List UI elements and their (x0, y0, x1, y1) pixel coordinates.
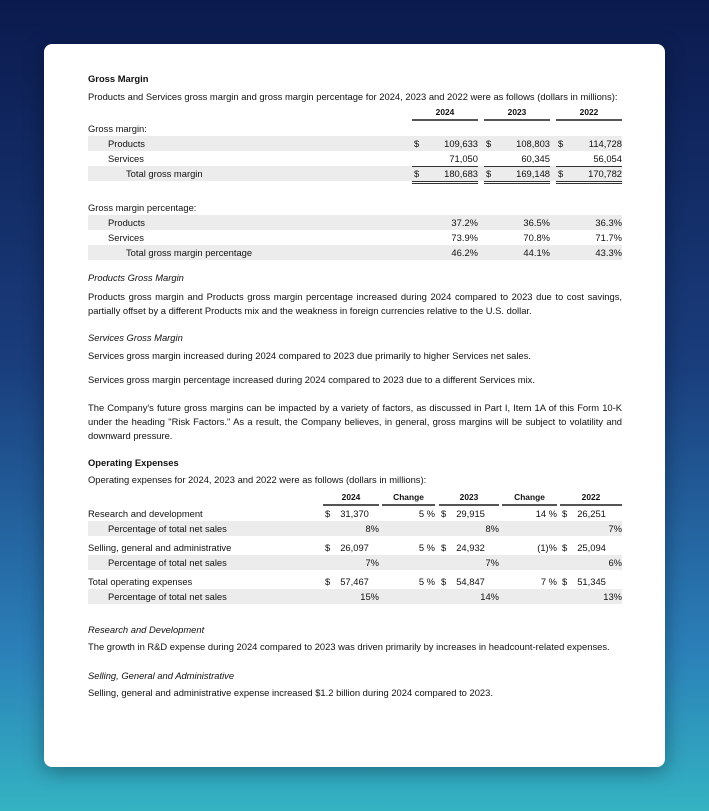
value: 51,345 (577, 576, 606, 587)
value: 26,251 (577, 508, 606, 519)
row-label: Total operating expenses (88, 576, 193, 587)
value-cell (560, 574, 622, 589)
value: 44.1% (523, 247, 550, 258)
value-cell (484, 136, 550, 151)
products-gm-heading: Products Gross Margin (88, 272, 184, 283)
row-label: Percentage of total net sales (108, 557, 227, 568)
value-cell (556, 151, 622, 167)
pct-value: 14% (480, 591, 499, 602)
change-value: 5 % (418, 542, 435, 553)
dollar-sign: $ (414, 168, 420, 179)
table-row (88, 215, 622, 230)
gross-margin-heading: Gross Margin (88, 73, 149, 84)
pct-value: 7% (485, 557, 499, 568)
gross-margin-intro: Products and Services gross margin and gross margin percentage for 2024, 2023 and 2022 were as follows (dollars in millions): (88, 91, 618, 102)
table-row (88, 589, 622, 604)
table-row (88, 151, 622, 166)
value-cell (412, 136, 478, 151)
value: 114,728 (588, 138, 622, 149)
value: 24,932 (456, 542, 485, 553)
spacer (88, 106, 412, 121)
value-cell (323, 540, 379, 555)
year-header: 2024 (323, 491, 379, 506)
pct-value: 8% (365, 523, 379, 534)
change-value: 7 % (540, 576, 557, 587)
table-row (88, 136, 622, 151)
value: 25,094 (577, 542, 606, 553)
dollar-sign: $ (558, 138, 564, 149)
rd-text: The growth in R&D expense during 2024 compared to 2023 was driven primarily by increases in headcount-related expenses. (88, 641, 610, 652)
dollar-sign: $ (441, 508, 447, 519)
future-gm-text: The Company's future gross margins can be impacted by a variety of factors, as discussed in Part I, Item 1A of this Form 10-K under the heading "Risk Factors." As a result, the Company believes, in general, gross margins will be subject to volatility and downward pressure. (88, 402, 622, 441)
empty (382, 589, 435, 604)
year-header: 2023 (439, 491, 499, 506)
value: 36.3% (595, 217, 622, 228)
table-row (88, 200, 622, 215)
value: 180,683 (444, 168, 478, 179)
table-row (88, 230, 622, 245)
value: 26,097 (340, 542, 369, 553)
value: 46.2% (451, 247, 478, 258)
value-cell (412, 151, 478, 167)
value-cell (484, 166, 550, 184)
year-header: 2023 (484, 106, 550, 121)
row-label: Research and development (88, 508, 203, 519)
table-row (88, 106, 622, 121)
row-label: Products (108, 138, 145, 149)
gross-margin-table (88, 106, 622, 260)
value-cell (439, 574, 499, 589)
value-cell (412, 166, 478, 184)
table-row (88, 245, 622, 260)
change-header: Change (382, 491, 435, 506)
value-cell (556, 166, 622, 184)
value: 70.8% (523, 232, 550, 243)
empty (382, 555, 435, 570)
value: 73.9% (451, 232, 478, 243)
empty (502, 521, 557, 536)
row-label: Total gross margin percentage (126, 247, 253, 258)
change-value: 14 % (535, 508, 557, 519)
row-label: Selling, general and administrative (88, 542, 232, 553)
value: 60,345 (521, 153, 550, 164)
change-value: (1)% (537, 542, 557, 553)
value: 108,803 (516, 138, 550, 149)
table-row (88, 555, 622, 570)
table-row (88, 506, 622, 521)
row-label: Products (108, 217, 145, 228)
table-row (88, 491, 622, 506)
services-gm-heading: Services Gross Margin (88, 332, 183, 343)
sga-text: Selling, general and administrative expense increased $1.2 billion during 2024 compared to 2023. (88, 687, 493, 698)
value-cell (560, 506, 622, 521)
pct-value: 13% (603, 591, 622, 602)
value: 36.5% (523, 217, 550, 228)
dollar-sign: $ (441, 576, 447, 587)
pct-value: 7% (365, 557, 379, 568)
empty (502, 589, 557, 604)
value-cell (323, 574, 379, 589)
dollar-sign: $ (558, 168, 564, 179)
opex-intro: Operating expenses for 2024, 2023 and 2022 were as follows (dollars in millions): (88, 474, 427, 485)
table-row (88, 574, 622, 589)
pct-value: 6% (608, 557, 622, 568)
value: 109,633 (444, 138, 478, 149)
value: 54,847 (456, 576, 485, 587)
dollar-sign: $ (562, 576, 568, 587)
value: 169,148 (516, 168, 550, 179)
value-cell (323, 506, 379, 521)
change-value: 5 % (418, 576, 435, 587)
value: 43.3% (595, 247, 622, 258)
change-value: 5 % (418, 508, 435, 519)
value: 57,467 (340, 576, 369, 587)
dollar-sign: $ (562, 542, 568, 553)
row-label: Percentage of total net sales (108, 523, 227, 534)
dollar-sign: $ (414, 138, 420, 149)
services-gm-text1: Services gross margin increased during 2024 compared to 2023 due primarily to higher Services net sales. (88, 350, 531, 361)
opex-table (88, 491, 622, 604)
table-row (88, 166, 622, 181)
value-cell (439, 506, 499, 521)
pct-value: 15% (360, 591, 379, 602)
year-header: 2022 (556, 106, 622, 121)
dollar-sign: $ (486, 168, 492, 179)
empty (382, 521, 435, 536)
rd-heading: Research and Development (88, 624, 205, 635)
dollar-sign: $ (325, 508, 331, 519)
value: 71,050 (449, 153, 478, 164)
value-cell (556, 136, 622, 151)
section-label: Gross margin: (88, 123, 147, 134)
value-cell (560, 540, 622, 555)
dollar-sign: $ (325, 542, 331, 553)
pct-value: 8% (485, 523, 499, 534)
row-label: Percentage of total net sales (108, 591, 227, 602)
dollar-sign: $ (486, 138, 492, 149)
value: 170,782 (588, 168, 622, 179)
row-label: Services (108, 232, 144, 243)
value-cell (484, 151, 550, 167)
dollar-sign: $ (325, 576, 331, 587)
products-gm-text: Products gross margin and Products gross margin percentage increased during 2024 compared to 2023 due to cost savings, partially offset by a different Products mix and the weakness in foreign currencies relative to the U.S. dollar. (88, 291, 622, 316)
value-cell (439, 540, 499, 555)
section-label: Gross margin percentage: (88, 202, 197, 213)
row-label: Total gross margin (126, 168, 203, 179)
year-header: 2022 (560, 491, 622, 506)
value: 71.7% (595, 232, 622, 243)
empty (502, 555, 557, 570)
year-header: 2024 (412, 106, 478, 121)
table-row (88, 540, 622, 555)
services-gm-text2: Services gross margin percentage increased during 2024 compared to 2023 due to a different Services mix. (88, 374, 535, 385)
row-label: Services (108, 153, 144, 164)
value: 37.2% (451, 217, 478, 228)
change-header: Change (502, 491, 557, 506)
value: 31,370 (340, 508, 369, 519)
sga-heading: Selling, General and Administrative (88, 670, 235, 681)
opex-heading: Operating Expenses (88, 457, 179, 468)
pct-value: 7% (608, 523, 622, 534)
value: 29,915 (456, 508, 485, 519)
dollar-sign: $ (562, 508, 568, 519)
document-page (44, 44, 665, 767)
value: 56,054 (593, 153, 622, 164)
table-row (88, 521, 622, 536)
dollar-sign: $ (441, 542, 447, 553)
table-row (88, 121, 622, 136)
spacer (88, 491, 323, 506)
